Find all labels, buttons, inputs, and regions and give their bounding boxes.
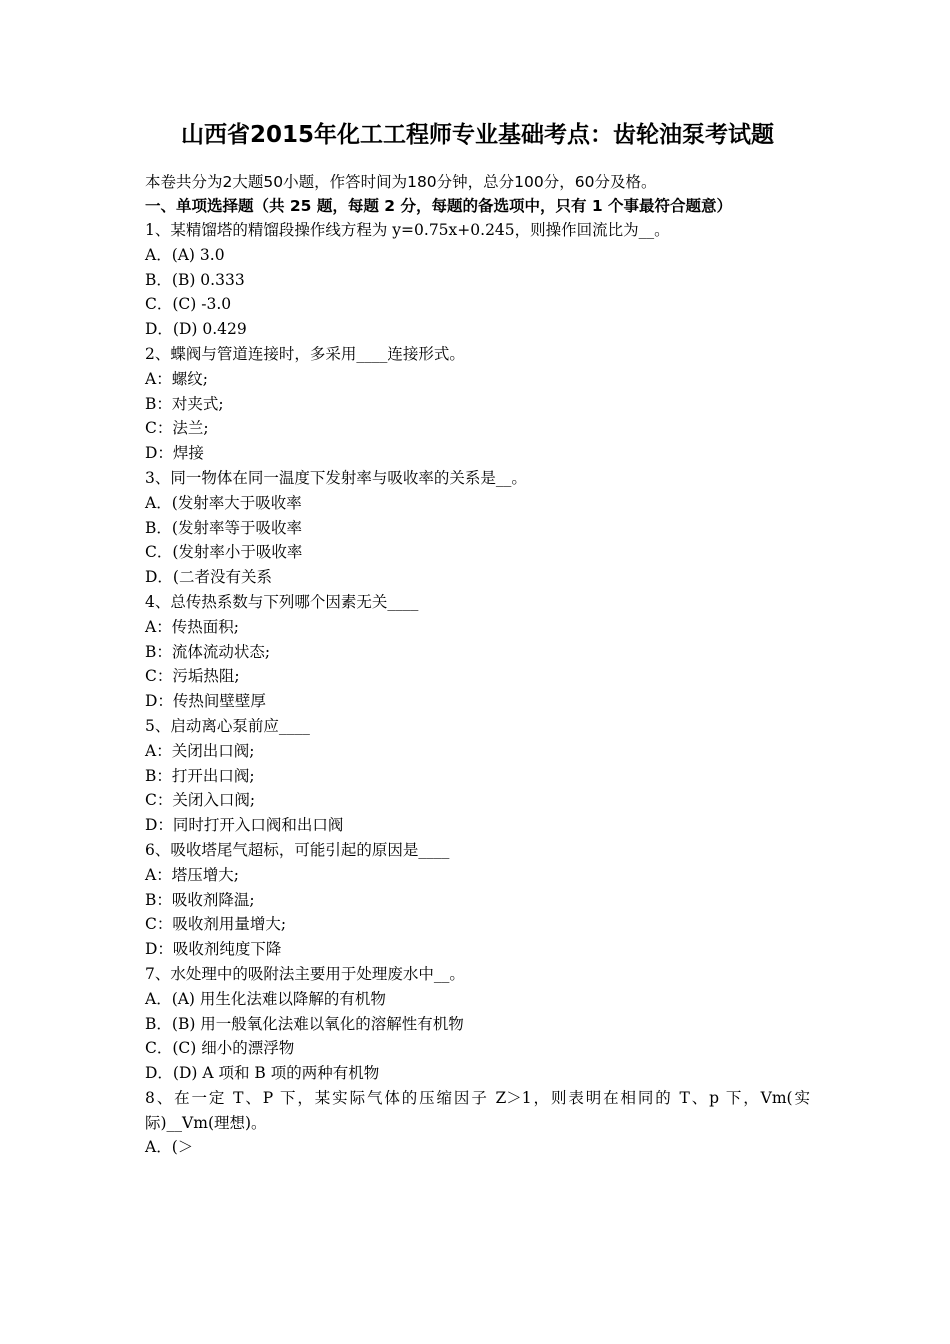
option-text: B．(B) 用一般氧化法难以氧化的溶解性有机物 [145, 1014, 464, 1033]
question-list [145, 218, 810, 1160]
document-page [145, 118, 810, 1160]
question-text: 1、某精馏塔的精馏段操作线方程为 y=0.75x+0.245，则操作回流比为__。 [145, 221, 670, 239]
option-text: D：焊接 [145, 444, 204, 463]
exam-intro: 本卷共分为2大题50小题，作答时间为180分钟，总分100分，60分及格。 [145, 173, 657, 191]
question-text: 4、总传热系数与下列哪个因素无关____ [145, 592, 419, 611]
document-title: 山西省2015年化工工程师专业基础考点：齿轮油泵考试题 [180, 122, 774, 148]
option-text: A．(＞ [145, 1138, 194, 1157]
question-text: 8、在一定 T、P 下，某实际气体的压缩因子 Z＞1，则表明在相同的 T、p 下，Vm(实际)__Vm(理想)。 [145, 1088, 810, 1132]
option-text: C：污垢热阻; [145, 667, 240, 686]
option-text: C：法兰; [145, 419, 209, 438]
question-text: 7、水处理中的吸附法主要用于处理废水中__。 [145, 964, 465, 983]
option-text: A：传热面积; [145, 617, 239, 636]
option-text: D：同时打开入口阀和出口阀 [145, 816, 344, 835]
option-text: A．(A) 3.0 [145, 245, 225, 264]
option-text: D．(D) A 项和 B 项的两种有机物 [145, 1064, 380, 1083]
option-text: B：流体流动状态; [145, 642, 271, 661]
option-text: C：吸收剂用量增大; [145, 915, 287, 934]
option-text: A．(发射率大于吸收率 [145, 493, 302, 512]
option-text: B．(发射率等于吸收率 [145, 518, 302, 537]
question-text: 5、启动离心泵前应____ [145, 716, 310, 735]
option-text: D：传热间壁壁厚 [145, 692, 266, 711]
option-text: C．(发射率小于吸收率 [145, 543, 303, 562]
option-text: D：吸收剂纯度下降 [145, 940, 282, 959]
option-text: B：打开出口阀; [145, 766, 255, 785]
option-text: B．(B) 0.333 [145, 270, 245, 289]
option-text: C：关闭入口阀; [145, 791, 256, 810]
option-text: D．(二者没有关系 [145, 568, 272, 587]
option-text: D．(D) 0.429 [145, 320, 247, 339]
question-text: 2、蝶阀与管道连接时，多采用____连接形式。 [145, 344, 465, 363]
section-heading: 一、单项选择题（共 25 题，每题 2 分，每题的备选项中，只有 1 个事最符合题意） [145, 197, 733, 215]
option-text: A：螺纹; [145, 369, 208, 388]
option-text: C．(C) 细小的漂浮物 [145, 1039, 295, 1058]
option-text: B：对夹式; [145, 394, 224, 413]
question-text: 3、同一物体在同一温度下发射率与吸收率的关系是__。 [145, 468, 527, 487]
option-text: A．(A) 用生化法难以降解的有机物 [145, 989, 386, 1008]
option-text: A：关闭出口阀; [145, 741, 255, 760]
option-text: A：塔压增大; [145, 865, 239, 884]
question-text: 6、吸收塔尾气超标，可能引起的原因是____ [145, 840, 450, 859]
option-text: C．(C) -3.0 [145, 295, 232, 314]
option-text: B：吸收剂降温; [145, 890, 255, 909]
